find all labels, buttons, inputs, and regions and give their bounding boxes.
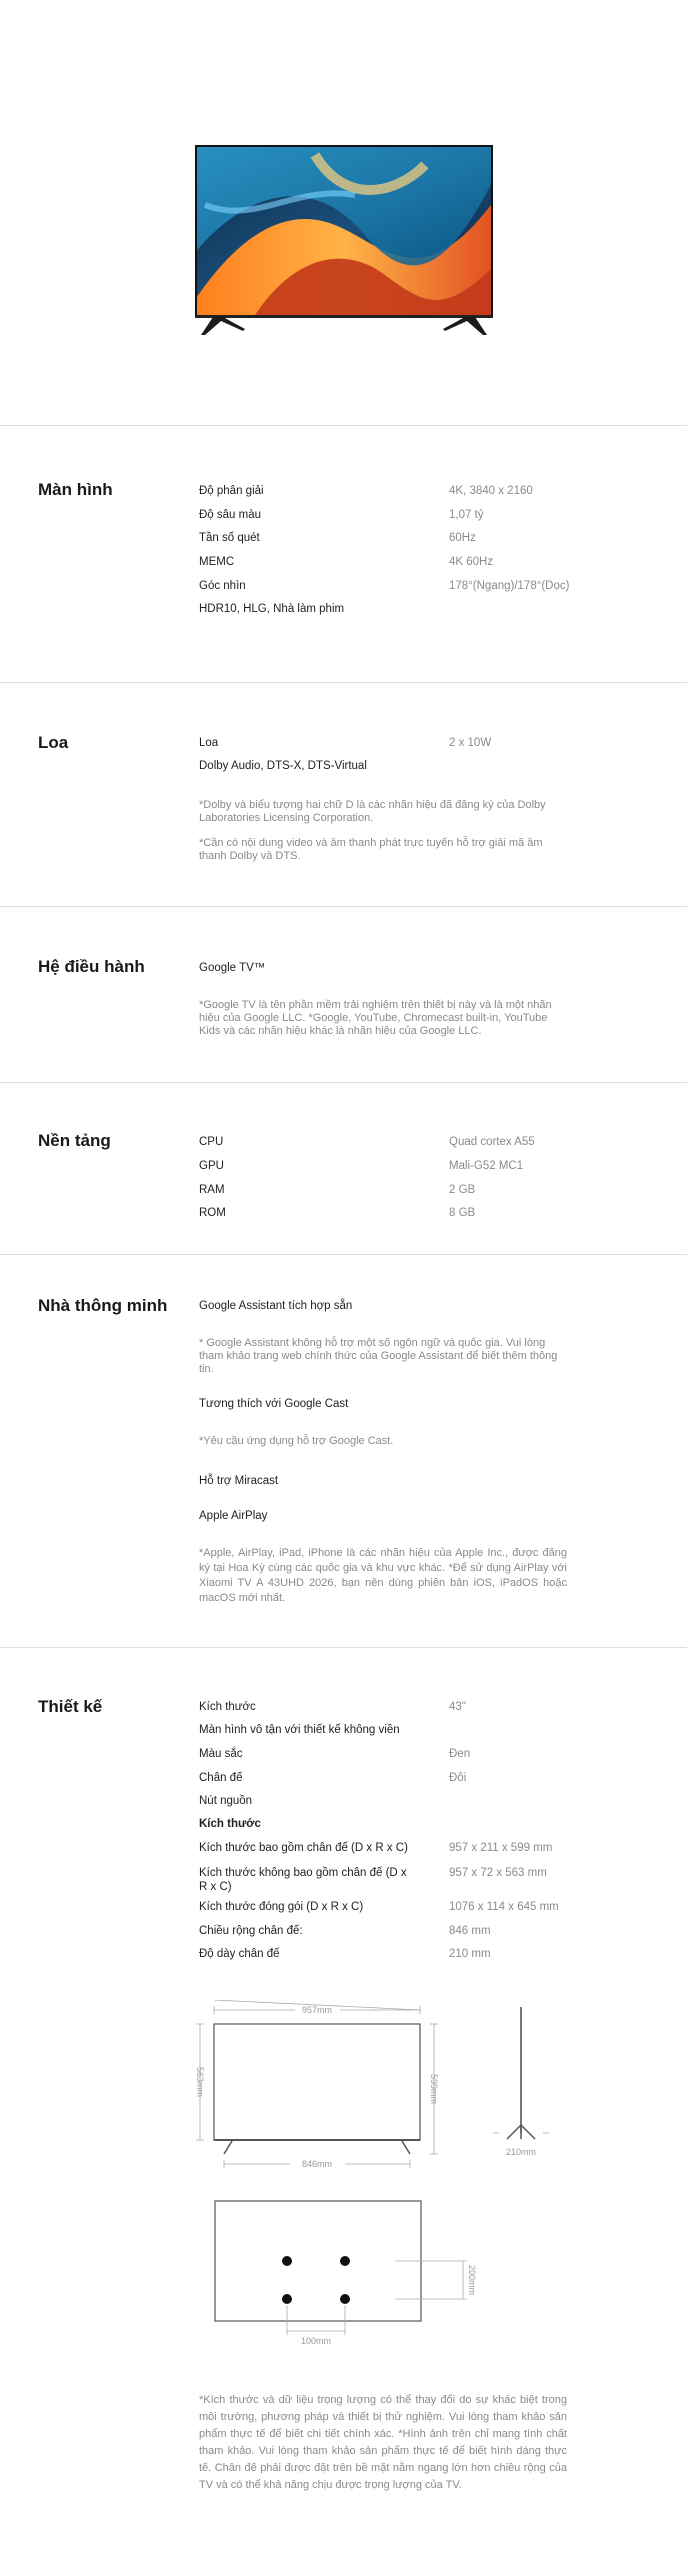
spec-value: 1076 x 114 x 645 mm: [449, 1901, 559, 1913]
spec-label: Tần số quét: [199, 532, 260, 544]
spec-value: Đen: [449, 1748, 471, 1760]
spec-label: ROM: [199, 1207, 226, 1219]
spec-label: Tương thích với Google Cast: [199, 1398, 349, 1410]
spec-label: Màu sắc: [199, 1748, 243, 1760]
dim-vesa-width: 100mm: [300, 2336, 332, 2346]
section-divider: [0, 682, 687, 683]
spec-label: CPU: [199, 1136, 224, 1148]
section-divider: [0, 425, 687, 426]
spec-value: 846 mm: [449, 1925, 491, 1937]
footnote: *Google TV là tên phần mềm trải nghiệm trên thiết bị này và là một nhãn hiệu của Google LLC. *Google, YouTube, Chromecast built-in, YouTube Kids và các nhãn hiệu khác là nhãn hiệu của Google LLC.: [199, 999, 552, 1037]
spec-label: Kích thước bao gồm chân đế (D x R x C): [199, 1842, 408, 1854]
spec-value: 1,07 tỷ: [449, 509, 484, 521]
dim-height-no-stand: 563mm: [195, 2066, 205, 2098]
dimension-diagram-front: [190, 2000, 450, 2180]
section-title-audio: Loa: [38, 733, 69, 752]
spec-value: Mali-G52 MC1: [449, 1160, 524, 1172]
section-title-platform: Nền tảng: [38, 1131, 111, 1150]
spec-value: 2 GB: [449, 1184, 476, 1196]
section-title-design: Thiết kế: [38, 1697, 103, 1716]
section-title-smart-home: Nhà thông minh: [38, 1296, 168, 1315]
spec-label: RAM: [199, 1184, 225, 1196]
spec-label: GPU: [199, 1160, 224, 1172]
product-hero-image: [195, 145, 493, 341]
spec-value: 8 GB: [449, 1207, 476, 1219]
spec-label: Dolby Audio, DTS-X, DTS-Virtual: [199, 760, 367, 772]
spec-label: Kích thước không bao gồm chân đế (D x R x C): [199, 1867, 407, 1893]
spec-value: 4K, 3840 x 2160: [449, 485, 533, 497]
spec-label: Kích thước đóng gói (D x R x C): [199, 1901, 364, 1913]
footnote: *Apple, AirPlay, iPad, iPhone là các nhãn hiệu của Apple Inc., được đăng ký tại Hoa Kỳ cùng các quốc gia và khu vực khác. *Để sử dụng AirPlay với Xiaomi TV A 43UHD 2026, bạn nên dùng phiên bản iOS, iPadOS hoặc macOS mới nhất.: [199, 1547, 567, 1604]
spec-value: 210 mm: [449, 1948, 491, 1960]
section-divider: [0, 1647, 687, 1648]
section-divider: [0, 906, 687, 907]
spec-label: Góc nhìn: [199, 580, 246, 592]
spec-label: Kích thước: [199, 1818, 261, 1830]
spec-value: 4K 60Hz: [449, 556, 494, 568]
spec-label: Độ dày chân đế: [199, 1948, 280, 1960]
dimension-diagram-vesa: [205, 2195, 515, 2355]
spec-label: Nút nguồn: [199, 1795, 253, 1807]
section-divider: [0, 1254, 687, 1255]
spec-label: Apple AirPlay: [199, 1510, 268, 1522]
dimension-diagram-side: [485, 2005, 555, 2165]
footnote: * Google Assistant không hỗ trợ một số ngôn ngữ và quốc gia. Vui lòng tham khảo trang web chính thức của Google Assistant để biết thêm thông tin.: [199, 1337, 558, 1375]
footnote: *Cần có nội dung video và âm thanh phát trực tuyến hỗ trợ giải mã âm thanh Dolby và DTS.: [199, 837, 543, 862]
dim-stand-width: 846mm: [301, 2159, 333, 2169]
spec-value: 60Hz: [449, 532, 476, 544]
spec-label: Hỗ trợ Miracast: [199, 1475, 279, 1487]
dim-vesa-height: 200mm: [467, 2264, 477, 2296]
section-divider: [0, 1082, 687, 1083]
spec-value: 178°(Ngang)/178°(Dọc): [449, 580, 570, 592]
footnote: *Yêu cầu ứng dụng hỗ trợ Google Cast.: [199, 1435, 394, 1447]
spec-label: Màn hình vô tận với thiết kế không viền: [199, 1724, 400, 1736]
spec-label: HDR10, HLG, Nhà làm phim: [199, 603, 345, 615]
dim-depth: 210mm: [505, 2147, 537, 2157]
spec-label: Loa: [199, 737, 219, 749]
dim-width-total: 957mm: [301, 2005, 333, 2015]
spec-label: Chân đế: [199, 1772, 243, 1784]
spec-label: Google Assistant tích hợp sẵn: [199, 1300, 353, 1312]
section-title-os: Hệ điều hành: [38, 957, 145, 976]
spec-label: Độ sâu màu: [199, 509, 262, 521]
footnote: *Dolby và biểu tượng hai chữ D là các nhãn hiệu đã đăng ký của Dolby Laboratories Licensing Corporation.: [199, 799, 546, 824]
spec-value: Đôi: [449, 1772, 467, 1784]
spec-label: Chiều rộng chân đế:: [199, 1925, 303, 1937]
spec-value: 957 x 211 x 599 mm: [449, 1842, 553, 1854]
spec-label: Google TV™: [199, 962, 266, 974]
spec-value: 957 x 72 x 563 mm: [449, 1867, 547, 1879]
footnote: *Kích thước và dữ liệu trọng lượng có thể thay đổi do sự khác biệt trong môi trường, phương pháp và thiết bị thử nghiệm. Vui lòng tham khảo sản phẩm thực tế để biết chi tiết chính xác. *Hình ảnh trên chỉ mang tính chất tham khảo. Vui lòng tham khảo sản phẩm thực tế để biết hình dáng thực tế. Chân đế phải được đặt trên bề mặt nằm ngang lớn hơn chiều rộng của TV và có thể khả năng chịu được trọng lượng của TV.: [199, 2394, 567, 2491]
spec-value: 2 x 10W: [449, 737, 492, 749]
spec-label: Độ phân giải: [199, 485, 264, 497]
spec-label: Kích thước: [199, 1701, 256, 1713]
tv-front-icon: [195, 145, 493, 341]
dim-height-with-stand: 599mm: [429, 2073, 439, 2105]
spec-value: 43": [449, 1701, 466, 1713]
spec-label: MEMC: [199, 556, 235, 568]
spec-value: Quad cortex A55: [449, 1136, 535, 1148]
section-title-display: Màn hình: [38, 480, 113, 499]
